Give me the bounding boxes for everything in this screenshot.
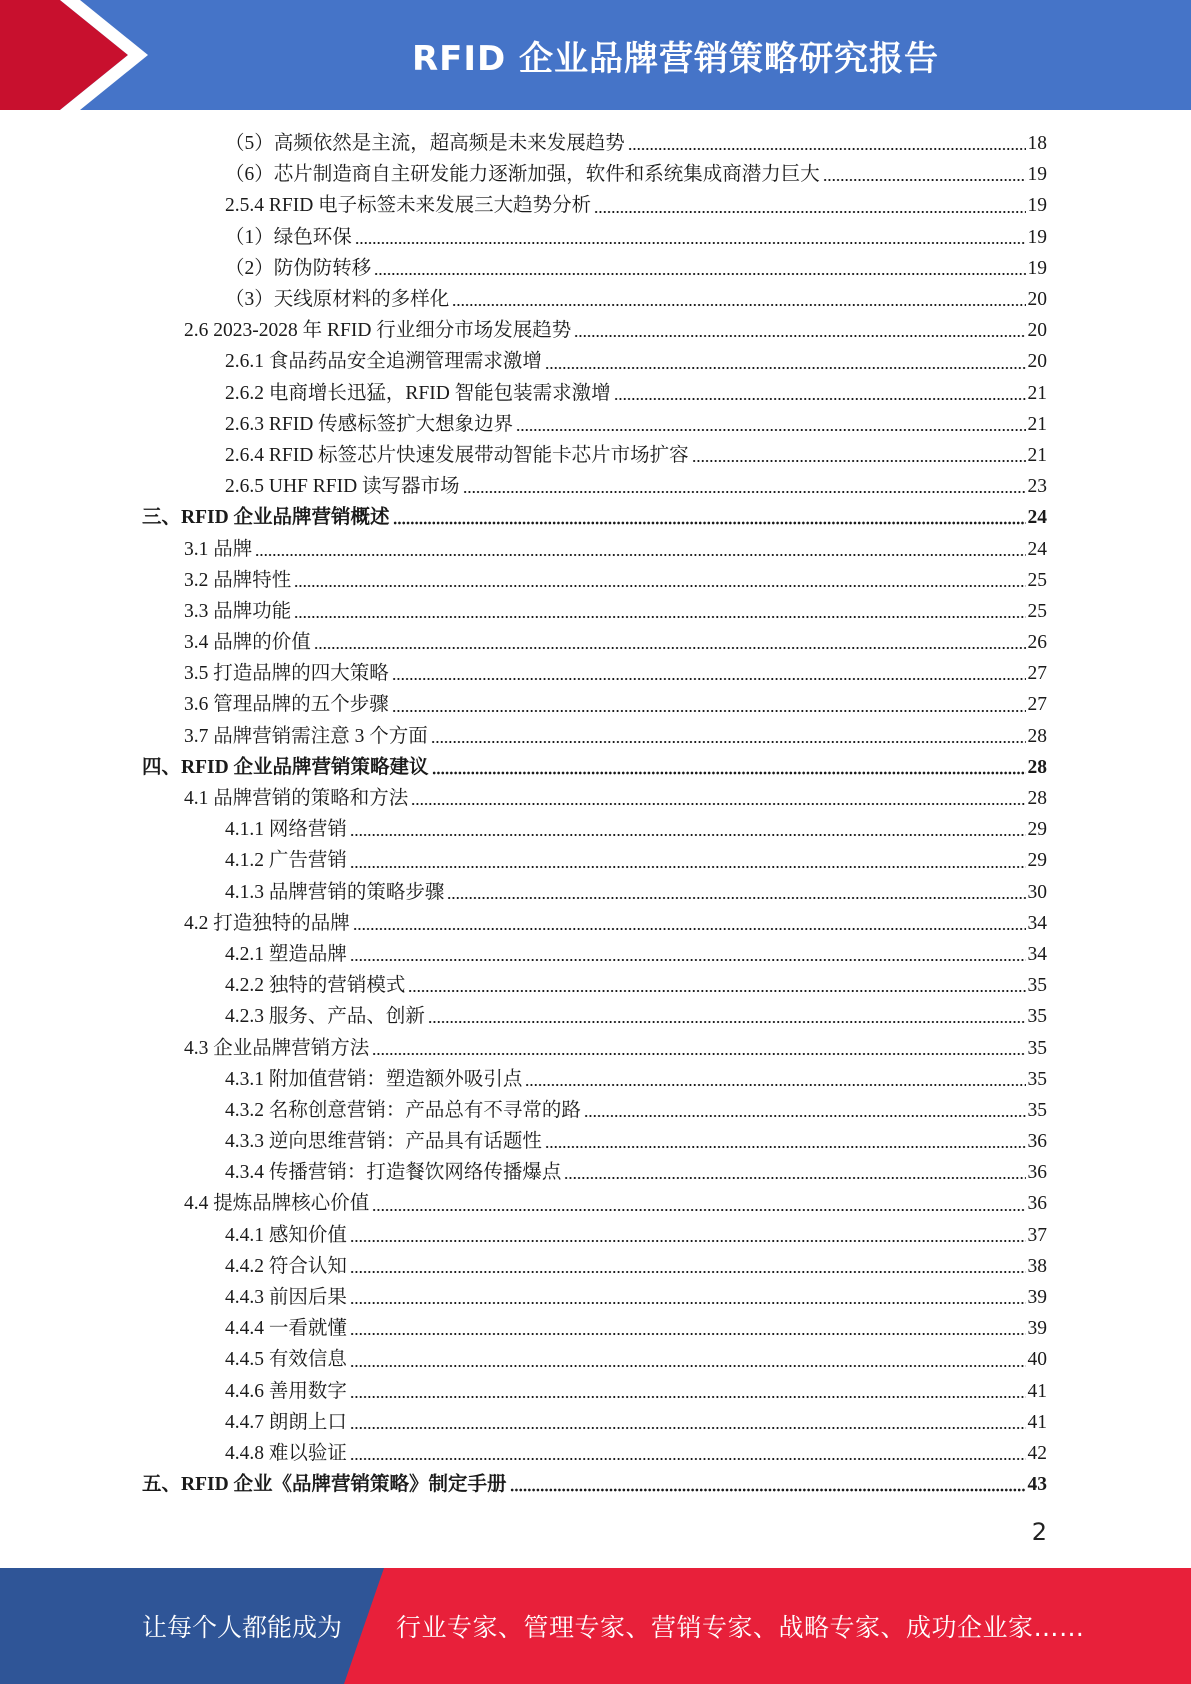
toc-entry-title: 三、RFID 企业品牌营销概述 xyxy=(142,507,390,529)
toc-entry-page: 28 xyxy=(1027,725,1047,747)
toc-entry-page: 20 xyxy=(1027,351,1047,373)
toc-entry[interactable] xyxy=(0,877,1191,908)
toc-entry-title: （5）高频依然是主流，超高频是未来发展趋势 xyxy=(225,133,625,155)
document-title: RFID 企业品牌营销策略研究报告 xyxy=(411,38,940,79)
toc-entry-page: 42 xyxy=(1027,1442,1047,1464)
toc-dot-leader xyxy=(372,1042,1025,1056)
toc-entry[interactable] xyxy=(0,752,1191,783)
toc-entry-page: 37 xyxy=(1027,1224,1047,1246)
toc-entry[interactable] xyxy=(0,1157,1191,1188)
toc-entry[interactable] xyxy=(0,440,1191,471)
toc-dot-leader xyxy=(374,262,1025,276)
toc-entry[interactable] xyxy=(0,1344,1191,1375)
toc-entry-page: 18 xyxy=(1027,133,1047,155)
toc-entry-page: 25 xyxy=(1027,600,1047,622)
toc-dot-leader xyxy=(350,1447,1026,1461)
toc-entry-title: 四、RFID 企业品牌营销策略建议 xyxy=(142,756,429,778)
toc-entry-page: 36 xyxy=(1027,1193,1047,1215)
toc-entry-page: 24 xyxy=(1027,538,1047,560)
toc-entry-title: （3）天线原材料的多样化 xyxy=(225,289,450,311)
toc-entry-title: 4.3.2 名称创意营销：产品总有不寻常的路 xyxy=(225,1099,581,1121)
toc-entry-title: 3.1 品牌 xyxy=(184,538,253,560)
toc-dot-leader xyxy=(350,823,1026,837)
toc-entry[interactable] xyxy=(0,783,1191,814)
toc-entry[interactable] xyxy=(0,159,1191,190)
toc-entry-title: 4.1.2 广告营销 xyxy=(225,850,347,872)
toc-entry-page: 21 xyxy=(1027,413,1047,435)
toc-entry-title: 3.3 品牌功能 xyxy=(184,600,292,622)
toc-entry-page: 21 xyxy=(1027,382,1047,404)
toc-entry-title: 4.4.4 一看就懂 xyxy=(225,1318,347,1340)
page-number: 2 xyxy=(1031,1518,1047,1546)
toc-entry-page: 41 xyxy=(1027,1411,1047,1433)
toc-entry-page: 21 xyxy=(1027,444,1047,466)
toc-dot-leader xyxy=(350,1291,1026,1305)
toc-entry[interactable] xyxy=(0,721,1191,752)
page-footer xyxy=(0,1568,1191,1684)
toc-entry-title: 4.3.3 逆向思维营销：产品具有话题性 xyxy=(225,1131,542,1153)
toc-dot-leader xyxy=(628,137,1026,151)
toc-entry-page: 36 xyxy=(1027,1162,1047,1184)
toc-entry[interactable] xyxy=(0,378,1191,409)
toc-entry[interactable] xyxy=(0,1220,1191,1251)
toc-entry[interactable] xyxy=(0,689,1191,720)
toc-dot-leader xyxy=(350,1385,1026,1399)
toc-entry-title: 4.2.2 独特的营销模式 xyxy=(225,975,406,997)
toc-dot-leader xyxy=(428,1010,1026,1024)
toc-dot-leader xyxy=(545,356,1026,370)
toc-entry-title: 4.2 打造独特的品牌 xyxy=(184,912,350,934)
toc-entry-page: 43 xyxy=(1027,1474,1047,1496)
toc-dot-leader xyxy=(463,480,1026,494)
toc-entry-title: 4.4.3 前因后果 xyxy=(225,1287,347,1309)
toc-entry-title: 2.5.4 RFID 电子标签未来发展三大趋势分析 xyxy=(225,195,592,217)
toc-dot-leader xyxy=(594,200,1025,214)
toc-dot-leader xyxy=(823,168,1026,182)
toc-dot-leader xyxy=(516,418,1025,432)
toc-entry-page: 29 xyxy=(1027,850,1047,872)
toc-entry[interactable] xyxy=(0,1126,1191,1157)
toc-entry-title: 4.1 品牌营销的策略和方法 xyxy=(184,788,409,810)
toc-dot-leader xyxy=(584,1104,1026,1118)
toc-dot-leader xyxy=(692,449,1026,463)
toc-entry[interactable] xyxy=(0,1407,1191,1438)
toc-dot-leader xyxy=(525,1073,1025,1087)
toc-entry-title: （2）防伪防转移 xyxy=(225,257,372,279)
header-red-chevron xyxy=(0,0,128,110)
toc-entry[interactable] xyxy=(0,658,1191,689)
toc-entry[interactable] xyxy=(0,190,1191,221)
toc-entry-page: 34 xyxy=(1027,912,1047,934)
toc-entry-page: 19 xyxy=(1027,257,1047,279)
toc-entry-page: 28 xyxy=(1027,756,1047,778)
toc-entry-title: 3.5 打造品牌的四大策略 xyxy=(184,663,389,685)
toc-entry-title: 3.4 品牌的价值 xyxy=(184,632,311,654)
toc-entry-page: 35 xyxy=(1027,1068,1047,1090)
toc-dot-leader xyxy=(452,293,1025,307)
toc-dot-leader xyxy=(353,917,1026,931)
toc-entry[interactable] xyxy=(0,1032,1191,1063)
toc-entry-page: 30 xyxy=(1027,881,1047,903)
toc-entry-page: 25 xyxy=(1027,569,1047,591)
toc-entry-page: 23 xyxy=(1027,476,1047,498)
toc-entry-title: 2.6.3 RFID 传感标签扩大想象边界 xyxy=(225,413,514,435)
toc-entry[interactable] xyxy=(0,471,1191,502)
toc-entry-title: 3.2 品牌特性 xyxy=(184,569,292,591)
toc-entry-page: 34 xyxy=(1027,943,1047,965)
toc-entry-title: 2.6.4 RFID 标签芯片快速发展带动智能卡芯片市场扩容 xyxy=(225,444,689,466)
toc-entry[interactable] xyxy=(0,1282,1191,1313)
toc-entry[interactable] xyxy=(0,409,1191,440)
table-of-contents xyxy=(0,128,1191,1500)
toc-entry-page: 35 xyxy=(1027,1037,1047,1059)
toc-dot-leader xyxy=(574,324,1025,338)
toc-entry-title: 4.4.5 有效信息 xyxy=(225,1349,347,1371)
toc-entry-title: 4.3.4 传播营销：打造餐饮网络传播爆点 xyxy=(225,1162,562,1184)
toc-entry[interactable] xyxy=(0,1313,1191,1344)
toc-entry[interactable] xyxy=(0,1001,1191,1032)
toc-entry-title: 4.4.7 朗朗上口 xyxy=(225,1411,347,1433)
toc-entry-page: 20 xyxy=(1027,289,1047,311)
toc-entry-page: 19 xyxy=(1027,226,1047,248)
toc-entry-title: 4.3 企业品牌营销方法 xyxy=(184,1037,370,1059)
toc-dot-leader xyxy=(255,543,1025,557)
header-arrow-decoration xyxy=(0,0,170,110)
toc-entry[interactable] xyxy=(0,908,1191,939)
toc-entry-title: （6）芯片制造商自主研发能力逐渐加强，软件和系统集成商潜力巨大 xyxy=(225,164,820,186)
toc-entry-title: 4.4.2 符合认知 xyxy=(225,1255,347,1277)
toc-entry[interactable] xyxy=(0,1095,1191,1126)
toc-entry[interactable] xyxy=(0,1438,1191,1469)
toc-entry[interactable] xyxy=(0,1469,1191,1500)
toc-entry-page: 39 xyxy=(1027,1287,1047,1309)
toc-entry-title: 3.7 品牌营销需注意 3 个方面 xyxy=(184,725,428,747)
toc-entry-page: 19 xyxy=(1027,195,1047,217)
toc-entry[interactable] xyxy=(0,845,1191,876)
toc-entry[interactable] xyxy=(0,596,1191,627)
toc-entry-page: 38 xyxy=(1027,1255,1047,1277)
toc-entry[interactable] xyxy=(0,346,1191,377)
toc-dot-leader xyxy=(614,387,1026,401)
toc-entry-title: 2.6.2 电商增长迅猛，RFID 智能包装需求激增 xyxy=(225,382,611,404)
toc-dot-leader xyxy=(350,855,1026,869)
toc-entry-title: 4.3.1 附加值营销：塑造额外吸引点 xyxy=(225,1068,523,1090)
toc-dot-leader xyxy=(392,699,1026,713)
toc-entry-title: 4.4.8 难以验证 xyxy=(225,1442,347,1464)
toc-dot-leader xyxy=(294,605,1025,619)
toc-dot-leader xyxy=(411,792,1025,806)
toc-entry-page: 35 xyxy=(1027,1006,1047,1028)
toc-entry-title: 4.4 提炼品牌核心价值 xyxy=(184,1193,370,1215)
toc-entry-page: 35 xyxy=(1027,975,1047,997)
toc-entry-page: 19 xyxy=(1027,164,1047,186)
toc-entry-page: 41 xyxy=(1027,1380,1047,1402)
toc-dot-leader xyxy=(447,886,1025,900)
toc-entry-title: 2.6 2023-2028 年 RFID 行业细分市场发展趋势 xyxy=(184,320,572,342)
toc-entry-page: 27 xyxy=(1027,694,1047,716)
toc-entry-page: 24 xyxy=(1027,507,1047,529)
toc-entry-title: 2.6.1 食品药品安全追溯管理需求激增 xyxy=(225,351,542,373)
footer-slogan-right: 行业专家、管理专家、营销专家、战略专家、成功企业家…… xyxy=(396,1613,1085,1642)
toc-dot-leader xyxy=(350,1416,1026,1430)
toc-entry-title: 五、RFID 企业《品牌营销策略》制定手册 xyxy=(142,1474,507,1496)
toc-dot-leader xyxy=(393,511,1026,525)
toc-dot-leader xyxy=(350,948,1026,962)
toc-entry[interactable] xyxy=(0,970,1191,1001)
toc-entry[interactable] xyxy=(0,502,1191,533)
toc-dot-leader xyxy=(545,1135,1026,1149)
toc-entry[interactable] xyxy=(0,315,1191,346)
toc-entry-title: （1）绿色环保 xyxy=(225,226,352,248)
page-header xyxy=(0,0,1191,110)
toc-entry[interactable] xyxy=(0,814,1191,845)
toc-entry-page: 40 xyxy=(1027,1349,1047,1371)
toc-dot-leader xyxy=(431,730,1026,744)
toc-dot-leader xyxy=(408,979,1025,993)
toc-entry[interactable] xyxy=(0,939,1191,970)
toc-dot-leader xyxy=(510,1478,1026,1492)
toc-entry-page: 28 xyxy=(1027,788,1047,810)
toc-entry[interactable] xyxy=(0,1188,1191,1219)
toc-entry[interactable] xyxy=(0,1251,1191,1282)
toc-entry-title: 4.2.1 塑造品牌 xyxy=(225,943,347,965)
toc-entry-title: 4.1.1 网络营销 xyxy=(225,819,347,841)
toc-entry-title: 4.1.3 品牌营销的策略步骤 xyxy=(225,881,445,903)
toc-entry-page: 39 xyxy=(1027,1318,1047,1340)
toc-dot-leader xyxy=(350,1260,1026,1274)
toc-entry[interactable] xyxy=(0,565,1191,596)
toc-entry[interactable] xyxy=(0,533,1191,564)
toc-dot-leader xyxy=(314,636,1026,650)
toc-entry-page: 36 xyxy=(1027,1131,1047,1153)
toc-entry[interactable] xyxy=(0,128,1191,159)
toc-entry-title: 3.6 管理品牌的五个步骤 xyxy=(184,694,389,716)
toc-entry-title: 4.4.6 善用数字 xyxy=(225,1380,347,1402)
toc-dot-leader xyxy=(564,1166,1025,1180)
toc-entry-page: 27 xyxy=(1027,663,1047,685)
footer-slogan-left: 让每个人都能成为 xyxy=(142,1613,343,1642)
toc-dot-leader xyxy=(350,1229,1026,1243)
toc-entry[interactable] xyxy=(0,284,1191,315)
toc-entry[interactable] xyxy=(0,222,1191,253)
toc-entry-title: 4.2.3 服务、产品、创新 xyxy=(225,1006,425,1028)
toc-entry-page: 20 xyxy=(1027,320,1047,342)
toc-entry-title: 4.4.1 感知价值 xyxy=(225,1224,347,1246)
toc-dot-leader xyxy=(432,761,1026,775)
toc-dot-leader xyxy=(350,1354,1026,1368)
toc-dot-leader xyxy=(355,231,1026,245)
toc-dot-leader xyxy=(392,667,1026,681)
toc-entry[interactable] xyxy=(0,627,1191,658)
toc-entry-page: 35 xyxy=(1027,1099,1047,1121)
toc-dot-leader xyxy=(372,1198,1025,1212)
toc-entry[interactable] xyxy=(0,1064,1191,1095)
toc-entry-page: 26 xyxy=(1027,632,1047,654)
toc-entry[interactable] xyxy=(0,1376,1191,1407)
toc-entry-page: 29 xyxy=(1027,819,1047,841)
toc-dot-leader xyxy=(350,1322,1026,1336)
toc-entry[interactable] xyxy=(0,253,1191,284)
toc-entry-title: 2.6.5 UHF RFID 读写器市场 xyxy=(225,476,460,498)
toc-dot-leader xyxy=(294,574,1025,588)
